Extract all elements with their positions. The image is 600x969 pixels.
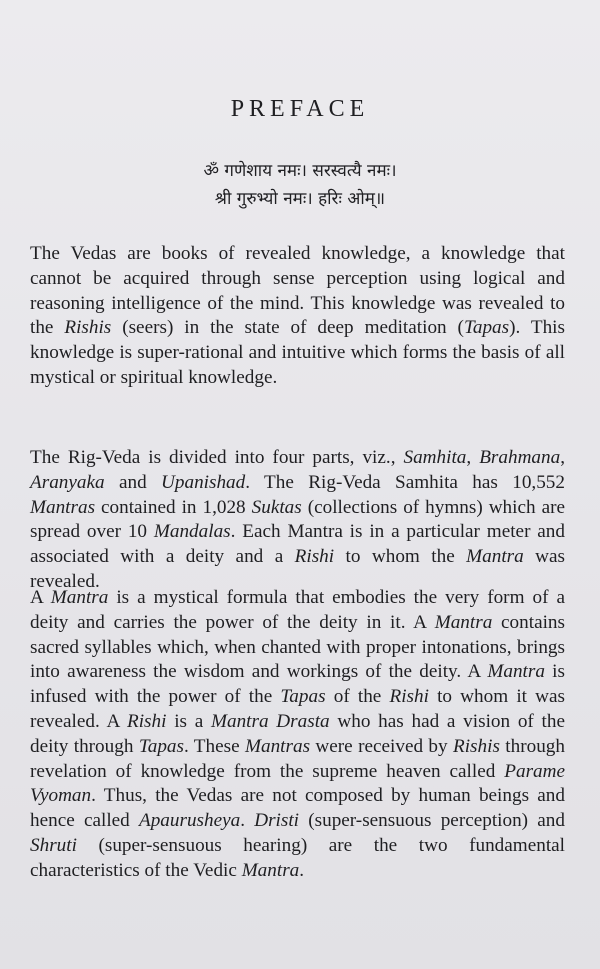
text-run: . Thus, the Vedas are not composed by human beings and hence called	[30, 785, 565, 832]
italic-term: Mantra	[50, 587, 109, 608]
text-run: to whom the	[334, 546, 467, 568]
text-run: .	[240, 810, 255, 832]
paragraph-mantra	[30, 586, 565, 884]
text-run: (seers) in the state of deep meditation (	[111, 317, 464, 339]
italic-term: Mantra	[487, 661, 545, 683]
text-run: . These	[183, 735, 246, 757]
text-run: . Each Mantra is in a particular meter and associated with a deity and a	[30, 521, 565, 568]
text-run: The Vedas are books of revealed knowledge, a knowledge that cannot be acquired through sense perception using logical and reasoning intelligence of the mind. This knowledge was revealed to the	[30, 243, 565, 339]
text-run: ,	[560, 447, 565, 468]
text-run: is a mystical formula that embodies the very form of a deity and carries the power of the deity in it. A	[30, 587, 565, 633]
text-run: were received by	[310, 735, 453, 757]
italic-term: Shruti	[30, 834, 77, 856]
text-run: ,	[466, 447, 480, 468]
italic-term: Mantras	[30, 496, 96, 518]
text-run: who has had a vision of the deity through	[30, 710, 565, 757]
italic-term: Tapas	[280, 686, 326, 708]
italic-term: Samhita	[403, 447, 467, 468]
italic-term: Mantra	[466, 546, 524, 568]
text-run: contains sacred syllables which, when chanted with proper intonations, brings into awareness the wisdom and workings of the deity. A	[30, 611, 565, 683]
italic-term: Aranyaka	[30, 471, 105, 493]
text-run: is infused with the power of the	[30, 661, 565, 708]
invocation-line-1: ॐ गणेशाय नमः। सरस्वत्यै नमः।	[203, 161, 397, 181]
italic-term: Rishi	[127, 710, 167, 732]
text-run: A	[30, 587, 51, 608]
italic-term: Tapas	[463, 317, 510, 339]
page-title: PREFACE	[230, 96, 370, 122]
text-run: contained in 1,028	[95, 496, 252, 518]
text-run: was revealed.	[30, 546, 565, 592]
text-run: (super-sensuous hearing) are the two fundamental characteristics of the Vedic	[30, 834, 565, 881]
text-run: (collections of hymns) which are spread over 10	[30, 496, 565, 543]
italic-term: Brahmana	[479, 447, 561, 468]
text-run: through revelation of knowledge from the supreme heaven called	[30, 735, 565, 782]
italic-term: Mantra	[434, 611, 493, 633]
italic-term: Parame Vyoman	[30, 760, 565, 807]
italic-term: Mantra	[241, 859, 300, 881]
text-run: . The Rig-Veda Samhita has 10,552	[245, 471, 565, 493]
text-run: and	[104, 471, 162, 493]
text-run: ). This knowledge is super-rational and intuitive which forms the basis of all mystical or spiritual knowledge.	[30, 317, 565, 388]
text-run: is a	[166, 710, 211, 732]
paragraph-rig-veda	[30, 446, 565, 595]
italic-term: Mantras	[245, 735, 311, 757]
italic-term: Suktas	[251, 496, 302, 518]
italic-term: Mantra Drasta	[211, 710, 330, 732]
italic-term: Dristi	[254, 810, 300, 832]
text-run: The Rig-Veda is divided into four parts, viz.,	[30, 447, 404, 468]
italic-term: Rishis	[64, 317, 112, 339]
text-run: .	[299, 859, 305, 881]
text-run: to whom it was revealed. A	[30, 686, 565, 732]
italic-term: Rishis	[453, 735, 500, 757]
italic-term: Mandalas	[153, 521, 231, 543]
italic-term: Rishi	[294, 546, 335, 568]
paragraph-vedas	[30, 242, 565, 391]
italic-term: Upanishad	[161, 471, 246, 493]
italic-term: Apaurusheya	[138, 810, 241, 832]
italic-term: Rishi	[389, 686, 429, 708]
italic-term: Tapas	[138, 735, 184, 757]
text-run: of the	[325, 686, 390, 708]
invocation-line-2: श्री गुरुभ्यो नमः। हरिः ओम्॥	[214, 189, 386, 209]
text-run: (super-sensuous perception) and	[299, 810, 565, 832]
